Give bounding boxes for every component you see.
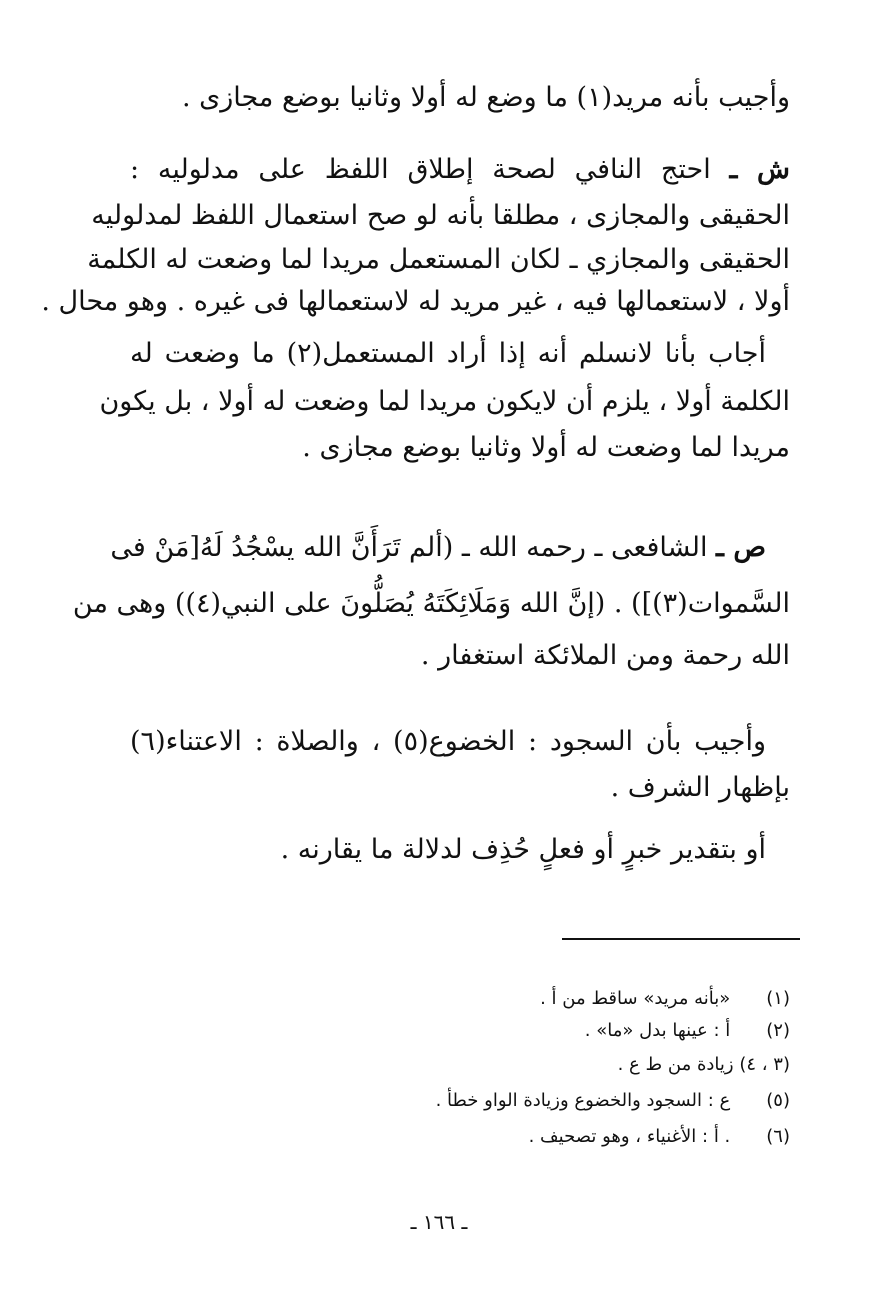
footnote — [529, 1124, 790, 1150]
footnote-number: (١) — [766, 988, 790, 1009]
text-line: بإظهار الشرف . — [610, 772, 790, 803]
text-line: الكلمة أولا ، يلزم أن لايكون مريدا لما وضعت له أولا ، بل يكون — [99, 386, 790, 417]
text-line: الله رحمة ومن الملائكة استغفار . — [420, 640, 790, 671]
footnote — [436, 1088, 790, 1114]
text-line: أو بتقدير خبرٍ أو فعلٍ حُذِف لدلالة ما يقارنه . — [280, 834, 766, 865]
text-line: الحقيقى والمجازي ـ لكان المستعمل مريدا لما وضعت له الكلمة — [87, 244, 790, 275]
footnote-text: «بأنه مريد» ساقط من أ . — [540, 988, 731, 1009]
text-line: ص ـ الشافعى ـ رحمه الله ـ (ألم تَرَأَنَّ الله يسْجُدُ لَهُ[مَنْ فى — [110, 532, 766, 563]
footnote — [618, 1052, 790, 1078]
footnote-text: ع : السجود والخضوع وزيادة الواو خطأ . — [435, 1090, 731, 1111]
text-line: السَّموات(٣)]) . (إنَّ الله وَمَلَائِكَتَهُ يُصَلُّونَ على النبي(٤)) وهى من — [72, 588, 790, 619]
text-line: أجاب بأنا لانسلم أنه إذا أراد المستعمل(٢) ما وضعت له — [130, 338, 766, 369]
footnote-text: زيادة من ط ع . — [617, 1054, 734, 1075]
footnote-number: (٣ ، ٤) — [739, 1054, 790, 1075]
section-marker: ش ـ — [729, 154, 790, 185]
section-marker: ص ـ — [716, 532, 766, 563]
text-line: ش ـ احتج النافي لصحة إطلاق اللفظ على مدلوليه : — [130, 154, 790, 185]
footnote-number: (٥) — [766, 1090, 790, 1111]
footnote-text: . أ : الأغنياء ، وهو تصحيف . — [528, 1126, 731, 1147]
page-number: ـ ١٦٦ ـ — [410, 1210, 468, 1234]
footnote-text: أ : عينها بدل «ما» . — [584, 1020, 731, 1041]
footnote — [585, 1018, 790, 1044]
text-line: وأجيب بأنه مريد(١) ما وضع له أولا وثانيا بوضع مجازى . — [181, 82, 790, 113]
text-line: أولا ، لاستعمالها فيه ، غير مريد له لاستعمالها فى غيره . وهو محال . — [41, 286, 790, 317]
text-line: الحقيقى والمجازى ، مطلقا بأنه لو صح استعمال اللفظ لمدلوليه — [91, 200, 790, 231]
text-line: وأجيب بأن السجود : الخضوع(٥) ، والصلاة : الاعتناء(٦) — [130, 726, 766, 757]
footnote — [540, 986, 790, 1012]
footnote-number: (٢) — [766, 1020, 790, 1041]
footnote-separator — [562, 938, 800, 940]
text-line: مريدا لما وضعت له أولا وثانيا بوضع مجازى . — [302, 432, 790, 463]
footnote-number: (٦) — [766, 1126, 790, 1147]
